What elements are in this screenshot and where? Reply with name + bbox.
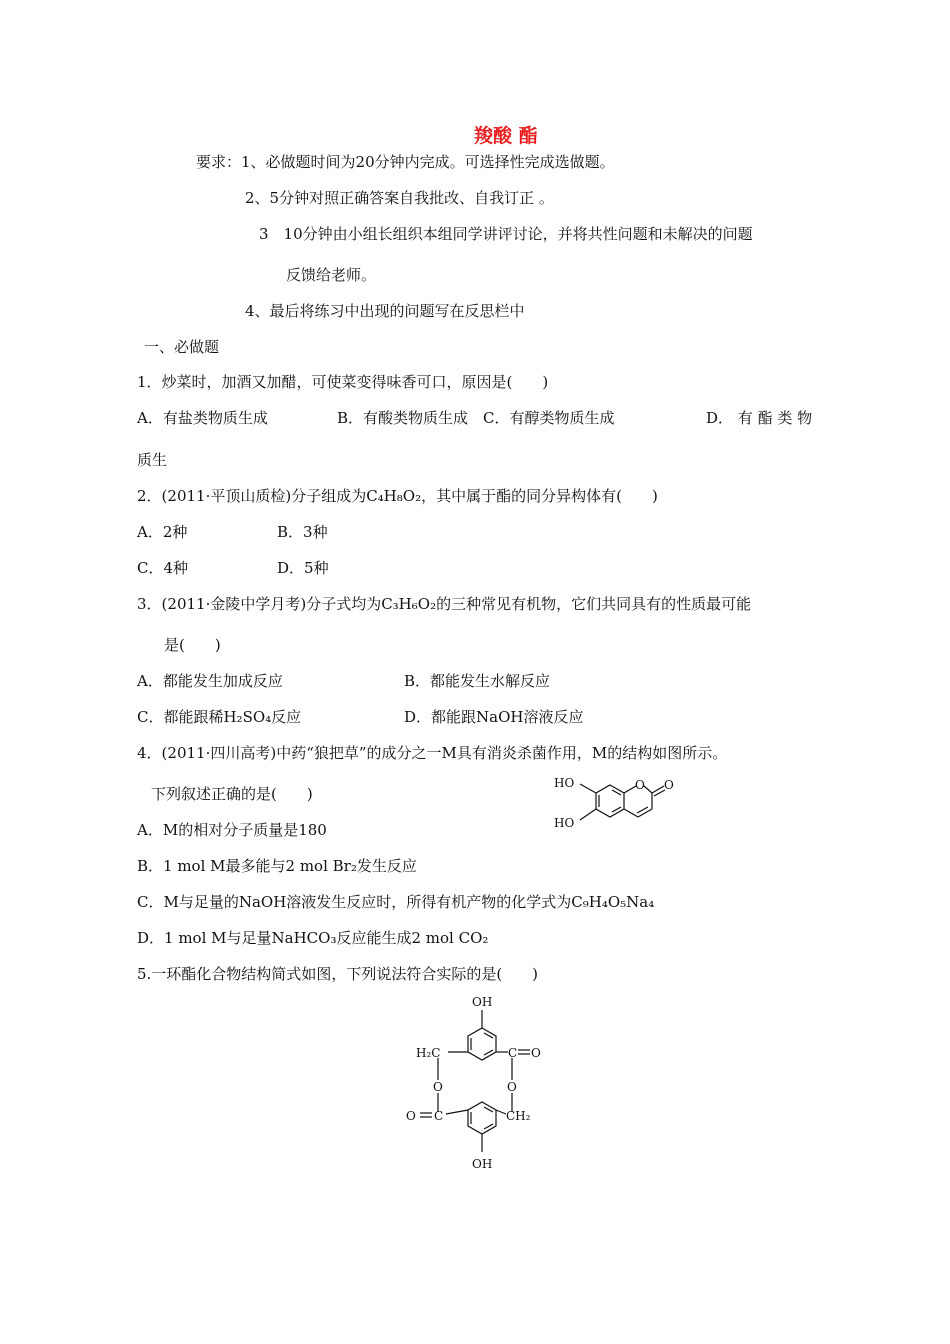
- q5-oh-bottom: OH: [472, 1157, 493, 1171]
- requirement-1: 要求：1、必做题时间为20分钟内完成。可选择性完成选做题。: [196, 153, 615, 171]
- q3-option-a: A．都能发生加成反应: [137, 672, 283, 690]
- q3-stem: 3．(2011·金陵中学月考)分子式均为C₃H₆O₂的三种常见有机物，它们共同具有的性质最可能: [137, 595, 752, 613]
- requirement-3: 3 10分钟由小组长组织本组同学讲评讨论，并将共性问题和未解决的问题: [259, 225, 753, 243]
- q3-stem-cont: 是( ): [164, 636, 221, 654]
- q4-ring-oxygen: O: [635, 778, 645, 792]
- q1-option-b: B．有酸类物质生成: [337, 409, 469, 427]
- q4-option-a: A．M的相对分子质量是180: [137, 821, 327, 839]
- q2-option-d: D．5种: [277, 559, 329, 577]
- q4-stem: 4．(2011·四川高考)中药“狼把草”的成分之一M具有消炎杀菌作用，M的结构如图所示。: [137, 744, 728, 762]
- requirement-4: 4、最后将练习中出现的问题写在反思栏中: [245, 302, 525, 320]
- q4-ho-label-2: HO: [554, 816, 575, 830]
- q4-carbonyl-oxygen: O: [664, 778, 674, 792]
- q5-oxygen-right-link: O: [507, 1080, 517, 1094]
- q5-oxygen-right-double: O: [531, 1046, 541, 1060]
- section-heading: 一、必做题: [144, 338, 220, 356]
- q5-oxygen-left-link: O: [433, 1080, 443, 1094]
- requirement-3-cont: 反馈给老师。: [286, 266, 377, 284]
- q5-stem: 5.一环酯化合物结构简式如图，下列说法符合实际的是( ): [137, 965, 539, 983]
- page-title: 羧酸 酯: [474, 125, 538, 147]
- q5-carbon-left: C: [434, 1109, 444, 1123]
- q2-stem: 2．(2011·平顶山质检)分子组成为C₄H₈O₂，其中属于酯的同分异构体有( ): [137, 487, 658, 505]
- q5-oxygen-left-double: O: [406, 1109, 416, 1123]
- q4-ho-label-1: HO: [554, 776, 575, 790]
- q4-option-c: C．M与足量的NaOH溶液发生反应时，所得有机产物的化学式为C₉H₄O₅Na₄: [137, 893, 655, 911]
- q5-structure-diagram: [400, 990, 560, 1180]
- q4-option-b: B．1 mol M最多能与2 mol Br₂发生反应: [137, 857, 417, 875]
- q2-option-c: C．4种: [137, 559, 189, 577]
- q2-option-b: B．3种: [277, 523, 328, 541]
- q2-option-a: A．2种: [137, 523, 188, 541]
- q3-option-b: B．都能发生水解反应: [404, 672, 551, 690]
- q5-oh-top: OH: [472, 995, 493, 1009]
- q1-stem: 1．炒菜时，加酒又加醋，可使菜变得味香可口，原因是( ): [137, 373, 549, 391]
- q1-option-d: D． 有 酯 类 物: [706, 409, 813, 427]
- requirement-2: 2、5分钟对照正确答案自我批改、自我订正 。: [245, 189, 554, 207]
- q1-option-c: C．有醇类物质生成: [483, 409, 615, 427]
- q1-option-d-cont: 质生: [137, 451, 168, 469]
- q3-option-d: D．都能跟NaOH溶液反应: [404, 708, 584, 726]
- q5-ch2-left: H₂C: [416, 1046, 441, 1060]
- q3-option-c: C．都能跟稀H₂SO₄反应: [137, 708, 302, 726]
- q1-option-a: A．有盐类物质生成: [137, 409, 268, 427]
- q4-structure-diagram: [550, 765, 700, 845]
- q5-ch2-right: CH₂: [506, 1109, 531, 1123]
- q4-stem-cont: 下列叙述正确的是( ): [151, 785, 313, 803]
- q4-option-d: D．1 mol M与足量NaHCO₃反应能生成2 mol CO₂: [137, 929, 489, 947]
- q5-carbon-right: C: [508, 1046, 518, 1060]
